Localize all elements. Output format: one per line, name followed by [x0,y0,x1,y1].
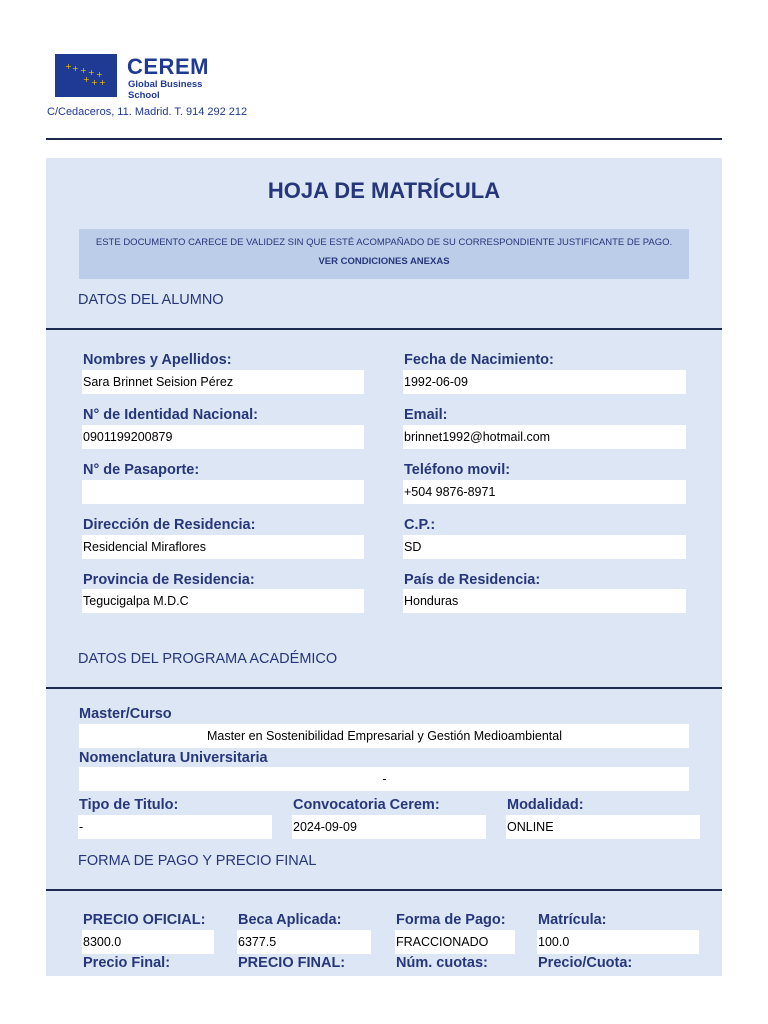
email-field[interactable]: brinnet1992@hotmail.com [403,425,686,449]
identidad-field[interactable]: 0901199200879 [82,425,364,449]
brand-subtitle-line1: Global Business [128,79,203,90]
brand-subtitle-line2: School [128,90,160,101]
cp-field[interactable]: SD [403,535,686,559]
direccion-field[interactable]: Residencial Miraflores [82,535,364,559]
direccion-label: Dirección de Residencia: [83,517,256,533]
validity-notice [79,229,689,279]
telefono-field[interactable]: +504 9876-8971 [403,480,686,504]
star-icon: + [83,75,90,84]
provincia-field[interactable]: Tegucigalpa M.D.C [82,589,364,613]
notice-line2: VER CONDICIONES ANEXAS [318,256,450,267]
section-programa-divider [46,687,722,689]
pais-label: País de Residencia: [404,572,541,588]
nombres-field[interactable]: Sara Brinnet Seision Pérez [82,370,364,394]
address: C/Cedaceros, 11. Madrid. T. 914 292 212 [47,106,248,118]
cerem-logo [55,54,117,97]
section-pago-heading: FORMA DE PAGO Y PRECIO FINAL [78,853,317,869]
precio-final-label: Precio Final: [83,955,171,971]
beca-field[interactable]: 6377.5 [237,930,371,954]
identidad-label: N° de Identidad Nacional: [83,407,258,423]
forma-pago-label: Forma de Pago: [396,912,506,928]
star-icon: + [72,64,79,73]
section-alumno-divider [46,328,722,330]
pasaporte-label: N° de Pasaporte: [83,462,200,478]
pais-field[interactable]: Honduras [403,589,686,613]
brand-subtitle [128,79,218,101]
email-label: Email: [404,407,448,423]
master-field[interactable]: Master en Sostenibilidad Empresarial y Gestión Medioambiental [79,724,689,748]
brand-name: CEREM [127,54,209,79]
nomenclatura-field[interactable]: - [79,767,689,791]
nombres-label: Nombres y Apellidos: [83,352,232,368]
tipo-titulo-field[interactable]: - [78,815,272,839]
nomenclatura-label: Nomenclatura Universitaria [79,750,268,766]
beca-label: Beca Aplicada: [238,912,342,928]
section-programa-heading: DATOS DEL PROGRAMA ACADÉMICO [78,651,338,667]
header-divider [46,138,722,140]
precio-cuota-label: Precio/Cuota: [538,955,633,971]
convocatoria-label: Convocatoria Cerem: [293,797,440,813]
num-cuotas-label: Núm. cuotas: [396,955,488,971]
matricula-field[interactable]: 100.0 [537,930,699,954]
tipo-titulo-label: Tipo de Titulo: [79,797,179,813]
star-icon: + [91,78,98,87]
telefono-label: Teléfono movil: [404,462,511,478]
convocatoria-field[interactable]: 2024-09-09 [292,815,486,839]
fecha-nacimiento-label: Fecha de Nacimiento: [404,352,554,368]
cp-label: C.P.: [404,517,436,533]
section-pago-divider [46,889,722,891]
precio-oficial-label: PRECIO OFICIAL: [83,912,206,928]
page-title: HOJA DE MATRÍCULA [267,178,501,203]
fecha-nacimiento-field[interactable]: 1992-06-09 [403,370,686,394]
notice-line1: ESTE DOCUMENTO CARECE DE VALIDEZ SIN QUE ESTÉ ACOMPAÑADO DE SU CORRESPONDIENTE JUSTIFICANTE DE PAGO. [95,237,673,248]
matricula-label: Matrícula: [538,912,607,928]
star-icon: + [88,68,95,77]
pasaporte-field[interactable] [82,480,364,504]
star-icon: + [96,70,103,79]
star-icon: + [99,78,106,87]
modalidad-label: Modalidad: [507,797,584,813]
modalidad-field[interactable]: ONLINE [506,815,700,839]
forma-pago-field[interactable]: FRACCIONADO [395,930,515,954]
star-icon: + [65,62,72,71]
star-icon: + [80,66,87,75]
precio-final-caps-label: PRECIO FINAL: [238,955,346,971]
section-alumno-heading: DATOS DEL ALUMNO [78,292,224,308]
master-label: Master/Curso [79,706,172,722]
provincia-label: Provincia de Residencia: [83,572,255,588]
precio-oficial-field[interactable]: 8300.0 [82,930,214,954]
